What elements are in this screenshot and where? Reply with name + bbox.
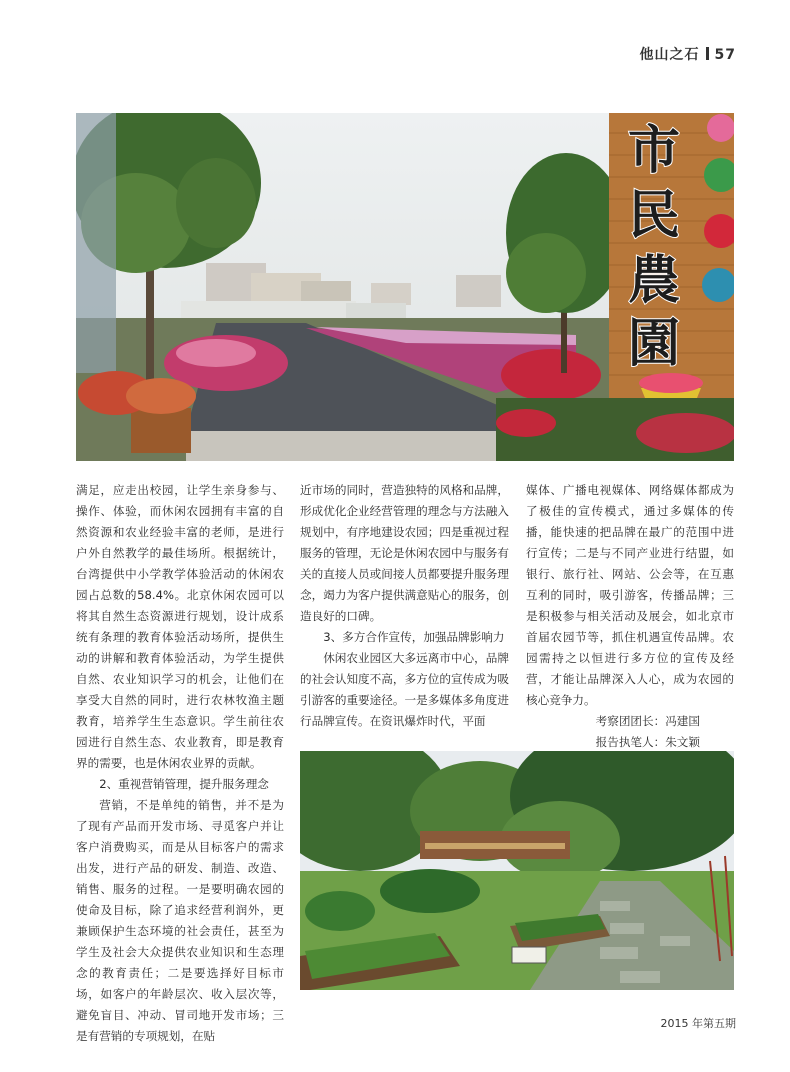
paragraph: 营销，不是单纯的销售，并不是为了现有产品而开发市场、寻觅客户并让客户消费购买，而是从目标客户的需求出发，进行产品的研发、制造、改造、销售、服务的过程。一是要明确农园的使命及目标，除了追求经营利润外，更兼顾保护生态环境的社会责任，甚至为学生及社会大众提供农业知识和生态理念的教育责任；二是要选择好目标市场，如客户的年龄层次、收入层次等，避免盲目、冲动、冒司地开发市场；三是有营销的专项规划，在贴	[76, 798, 284, 1043]
page-number: 57	[714, 47, 736, 63]
text-column-3	[526, 480, 734, 753]
text-column-1	[76, 480, 284, 1047]
section-title: 他山之石	[639, 47, 700, 63]
farm-garden-photo	[76, 113, 734, 461]
sign-char-1: 市	[627, 120, 681, 181]
sign-char-4: 園	[627, 313, 681, 374]
text-column-2	[300, 480, 509, 732]
sign-char-2: 民	[627, 185, 681, 246]
issue-footer: 2015 年第五期	[660, 1017, 736, 1030]
header-divider	[706, 47, 709, 60]
subheading: 2、重视营销管理，提升服务理念	[99, 777, 269, 791]
sign-char-3: 農	[627, 250, 681, 311]
paragraph: 满足，应走出校园，让学生亲身参与、操作、体验，而休闲农园拥有丰富的自然资源和农业经验丰富的老师，是进行户外自然教学的最佳场所。根据统计，台湾提供中小学教学体验活动的休闲农园占总数的58.4%。北京休闲农园可以将其自然生态资源进行规划，设计成系统有条理的教育体验活动场所，提供生动的讲解和教育体验活动，为学生提供自然、农业知识学习的机会，让他们在享受大自然的同时，进行农林牧渔主题教育，培养学生生态意识。学生前往农园进行自然生态、农业教育，即是教育界的需要，也是休闲农业界的贡献。	[76, 483, 284, 770]
paragraph: 近市场的同时，营造独特的风格和品牌，形成优化企业经营管理的理念与方法融入规划中，有序地建设农园；四是重视过程服务的管理，无论是休闲农园中与服务有关的直接人员或间接人员都要提升服务理念，竭力为客户提供满意贴心的服务，创造良好的口碑。	[300, 483, 509, 623]
running-header	[640, 44, 736, 64]
paragraph: 媒体、广播电视媒体、网络媒体都成为了极佳的宣传模式，通过多媒体的传播，能快速的把品牌在最广的范围中进行宣传；二是与不同产业进行结盟，如银行、旅行社、网站、公会等，在互惠互利的同时，吸引游客，传播品牌；三是积极参与相关活动及展会，如北京市首届农园节等，抓住机遇宣传品牌。农园需持之以恒进行多方位的宣传及经营，才能让品牌深入人心，成为农园的核心竞争力。	[526, 483, 734, 707]
subheading: 3、多方合作宣传，加强品牌影响力	[323, 630, 505, 644]
signature-leader: 考察团团长：冯建国	[595, 714, 700, 728]
paragraph: 休闲农业园区大多远离市中心，品牌的社会认知度不高，多方位的宣传成为吸引游客的重要途径。一是多媒体多角度进行品牌宣传。在资讯爆炸时代，平面	[300, 651, 509, 728]
signature-writer: 报告执笔人：朱文颖	[595, 735, 700, 749]
garden-path-photo	[300, 751, 734, 990]
